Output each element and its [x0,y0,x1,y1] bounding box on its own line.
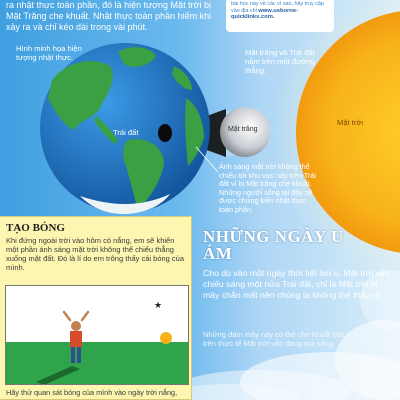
panel-body: Khi đứng ngoài trời vào hôm có nắng, em sẽ khiến một phần ánh sáng mặt trời không thể chiếu thẳng xuống mặt đất. Đó là lí do em trông thấy cái bóng của mình. [6,236,185,272]
sun-icon [160,332,172,344]
sun-label: Mặt trời [337,118,364,127]
quicklinks-text: bài học này về các vì sao, hãy truy cập vào địa chỉ [231,1,324,14]
illustration-caption: Hình minh họa hiện tượng nhật thực. [16,44,82,62]
section-heading: NHỮNG NGÀY U ÁM [203,227,344,263]
shadow-caption: Ánh sáng mặt trời không thể chiếu tới khu vực này trên Trái đất vì bị Mặt trăng che khuất. Những người sống tại đây sẽ được chứng kiến nhật thực toàn phần. [219,162,317,214]
activity-panel [0,216,192,400]
panel-title: TẠO BÓNG [6,222,65,234]
section-paragraph-1: Cho dù vào một ngày thời tiết âm u, Mặt trời vẫn chiếu sáng một nửa Trái đất, chỉ là Mặt trời bị mây chắn mất nên chúng ta không thể thấy rõ. [203,268,390,300]
panel-footer: Hãy thử quan sát bóng của mình vào ngày trời nắng, [6,388,178,397]
intro-paragraph: ra nhật thực toàn phần, đó là hiện tượng Mặt trời bị Mặt Trăng che khuất. Nhật thực toàn phần hiếm khi xảy ra và chỉ kéo dài trong vài phút. [6,0,212,32]
moon-label: Mặt trăng [228,126,258,133]
child-shadow-illustration [6,286,189,385]
earth-label: Trái đất [113,128,139,137]
quicklinks-url[interactable]: www.usborne-quicklinks.com. [231,7,299,21]
alignment-caption: Mặt trăng và Trái đất nằm trên một đường thẳng. [245,48,315,75]
star-icon: ★ [154,301,163,311]
quicklinks-box [226,0,334,32]
section-paragraph-2: Những đám mây này có thể che khuất Mặt trời, nhưng trên thực tế Mặt trời vẫn đang toả sáng. [203,330,384,349]
shadow-picture [5,285,189,385]
